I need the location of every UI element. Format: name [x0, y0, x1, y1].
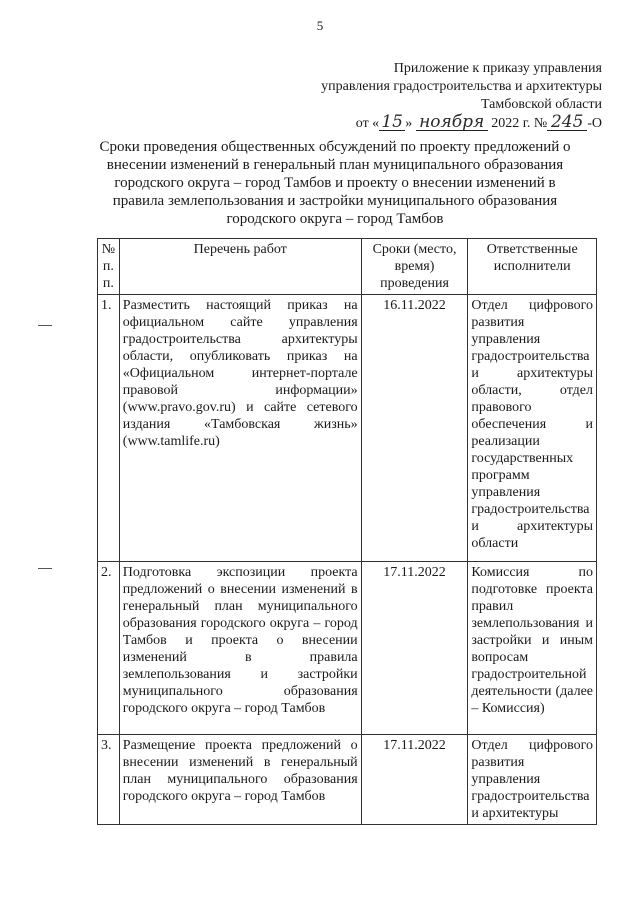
date-month: ноября — [416, 114, 488, 131]
page-number: 5 — [316, 18, 324, 33]
header-work: Перечень работ — [119, 239, 361, 295]
order-number: 245 — [547, 114, 587, 131]
table-header-row — [98, 239, 597, 295]
row-work: Подготовка экспозиции проекта предложений о внесении изменений в генеральный план муниципального образования городского округа – город Тамбов и проекта о внесении изменений в правила землепользования и застройки муниципального образования городского округа – город Тамбов — [119, 562, 361, 735]
table-row — [98, 562, 597, 735]
table-row — [98, 735, 597, 825]
document-title: Сроки проведения общественных обсуждений по проекту предложений о внесении изменений в генеральный план муниципального образования городского округа – город Тамбов и проекту о внесении изменений в правила землепользования и застройки муниципального образования городского округа – город Тамбов — [99, 139, 571, 227]
date-prefix: от « — [355, 116, 380, 131]
date-year: 2022 г. № — [491, 116, 548, 131]
header-num: № п. п. — [98, 239, 120, 295]
approval-line-1: Приложение к приказу управления — [393, 61, 602, 76]
margin-mark — [38, 568, 52, 569]
header-who: Ответственные исполнители — [468, 239, 597, 295]
approval-line-3: Тамбовской области — [480, 97, 602, 112]
schedule-table — [97, 238, 597, 825]
approval-block — [242, 60, 602, 133]
order-suffix: -О — [587, 116, 602, 131]
table-row — [98, 295, 597, 562]
row-date: 16.11.2022 — [361, 295, 468, 562]
row-num: 2. — [98, 562, 120, 735]
date-mid: » — [405, 116, 413, 131]
header-date: Сроки (место, время) проведения — [361, 239, 468, 295]
row-num: 3. — [98, 735, 120, 825]
approval-date-line — [242, 114, 602, 133]
row-who: Отдел цифрового развития управления градостроительства и архитектуры — [468, 735, 597, 825]
row-who: Комиссия по подготовке проекта правил землепользования и застройки и иным вопросам градостроительной деятельности (далее – Комиссия) — [468, 562, 597, 735]
margin-mark — [38, 325, 52, 326]
row-work: Размещение проекта предложений о внесении изменений в генеральный план муниципального образования городского округа – город Тамбов — [119, 735, 361, 825]
date-day: 15 — [379, 114, 405, 131]
row-date: 17.11.2022 — [361, 562, 468, 735]
row-num: 1. — [98, 295, 120, 562]
approval-line-2: управления градостроительства и архитектуры — [321, 79, 602, 94]
row-who: Отдел цифрового развития управления градостроительства и архитектуры области, отдел правового обеспечения и реализации государственных программ управления градостроительства и архитектуры области — [468, 295, 597, 562]
row-work: Разместить настоящий приказ на официальном сайте управления градостроительства архитектуры области, опубликовать приказ на «Официальном интернет-портале правовой информации» (www.pravo.gov.ru) и сайте сетевого издания «Тамбовская жизнь» (www.tamlife.ru) — [119, 295, 361, 562]
row-date: 17.11.2022 — [361, 735, 468, 825]
